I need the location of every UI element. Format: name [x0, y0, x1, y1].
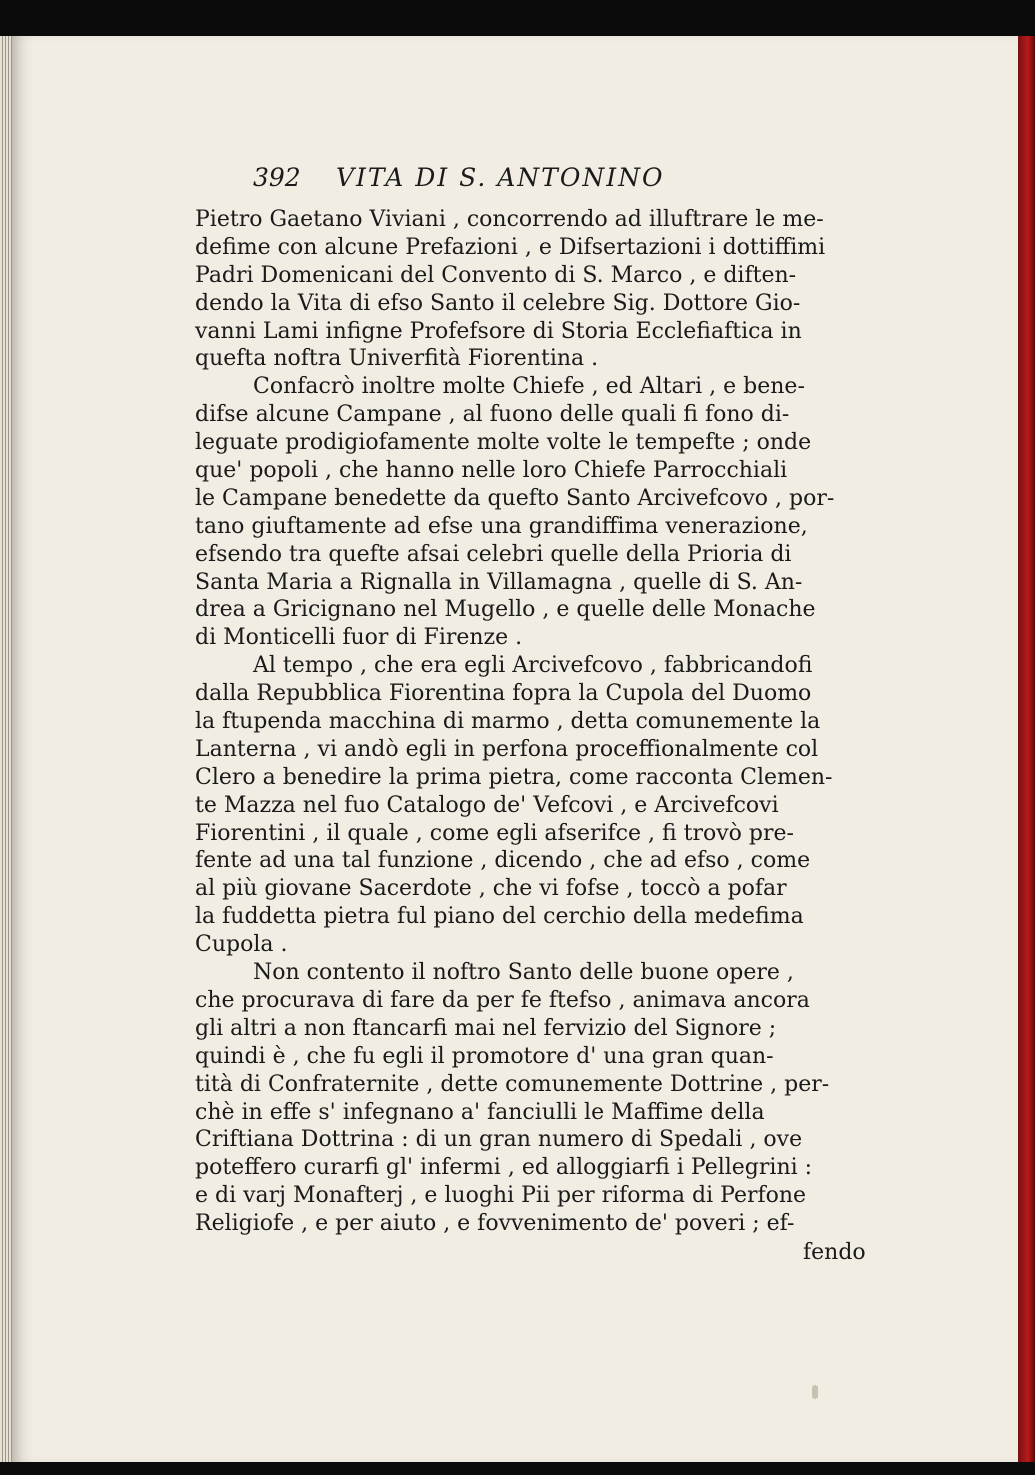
page-number: 392: [253, 163, 301, 192]
ink-mark: [812, 1385, 818, 1399]
text-line: drea a Gricignano nel Mugello , e quelle delle Monache: [195, 597, 816, 623]
catchword: fendo: [803, 1240, 866, 1265]
text-line: te Mazza nel fuo Catalogo de' Vefcovi , e Arcivefcovi: [195, 792, 779, 818]
book-fore-edge: [0, 36, 12, 1462]
text-line: efsendo tra quefte afsai celebri quelle della Prioria di: [195, 541, 792, 567]
text-line: vanni Lami infigne Profefsore di Storia Ecclefiaftica in: [195, 318, 802, 344]
text-line: Santa Maria a Rignalla in Villamagna , quelle di S. An-: [195, 569, 803, 595]
text-line: gli altri a non ftancarfi mai nel fervizio del Signore ;: [195, 1015, 777, 1041]
text-line: quindi è , che fu egli il promotore d' una gran quan-: [195, 1043, 774, 1069]
text-line: dendo la Vita di efso Santo il celebre Sig. Dottore Gio-: [195, 290, 801, 316]
text-line: leguate prodigiofamente molte volte le tempefte ; onde: [195, 430, 812, 456]
text-line: Fiorentini , il quale , come egli afserifce , fi trovò pre-: [195, 820, 794, 846]
text-line: la ftupenda macchina di marmo , detta comunemente la: [195, 709, 821, 735]
text-line: difse alcune Campane , al fuono delle quali fi fono di-: [195, 402, 790, 428]
text-line: tità di Confraternite , dette comunemente Dottrine , per-: [195, 1071, 830, 1097]
running-title: VITA DI S. ANTONINO: [336, 163, 665, 192]
text-line: Al tempo , che era egli Arcivefcovo , fabbricandofi: [253, 653, 813, 679]
text-line: tano giuftamente ad efse una grandiffima venerazione,: [195, 513, 808, 539]
text-line: fente ad una tal funzione , dicendo , che ad efso , come: [195, 848, 811, 874]
text-line: Confacrò inoltre molte Chiefe , ed Altari , e bene-: [253, 374, 805, 400]
text-line: al più giovane Sacerdote , che vi fofse , toccò a pofar: [195, 876, 787, 902]
text-line: Padri Domenicani del Convento di S. Marco , e diften-: [195, 262, 797, 288]
text-line: Cupola .: [195, 932, 288, 958]
text-line: chè in effe s' infegnano a' fanciulli le Maffime della: [195, 1099, 765, 1125]
body-text: [195, 206, 900, 1238]
text-line: dalla Repubblica Fiorentina fopra la Cupola del Duomo: [195, 681, 812, 707]
text-line: Clero a benedire la prima pietra, come racconta Clemen-: [195, 764, 833, 790]
text-line: le Campane benedette da quefto Santo Arcivefcovo , por-: [195, 485, 835, 511]
red-page-edge: [1018, 36, 1035, 1462]
text-line: defime con alcune Prefazioni , e Difsertazioni i dottiffimi: [195, 234, 826, 260]
text-line: Non contento il noftro Santo delle buone opere ,: [253, 960, 794, 986]
text-line: Criftiana Dottrina : di un gran numero di Spedali , ove: [195, 1127, 803, 1153]
text-line: Religiofe , e per aiuto , e fovvenimento de' poveri ; ef-: [195, 1211, 795, 1237]
text-line: la fuddetta pietra ful piano del cerchio della medefima: [195, 904, 804, 930]
text-line: che procurava di fare da per fe ftefso , animava ancora: [195, 987, 810, 1013]
text-line: poteffero curarfi gl' infermi , ed alloggiarfi i Pellegrini :: [195, 1155, 813, 1181]
text-line: e di varj Monafterj , e luoghi Pii per riforma di Perfone: [195, 1183, 807, 1209]
text-line: quefta noftra Univerfità Fiorentina .: [195, 346, 599, 372]
text-line: que' popoli , che hanno nelle loro Chiefe Parrocchiali: [195, 458, 788, 484]
text-line: Pietro Gaetano Viviani , concorrendo ad illuftrare le me-: [195, 207, 824, 232]
text-line: Lanterna , vi andò egli in perfona proceffionalmente col: [195, 736, 819, 762]
text-line: di Monticelli fuor di Firenze .: [195, 625, 523, 651]
